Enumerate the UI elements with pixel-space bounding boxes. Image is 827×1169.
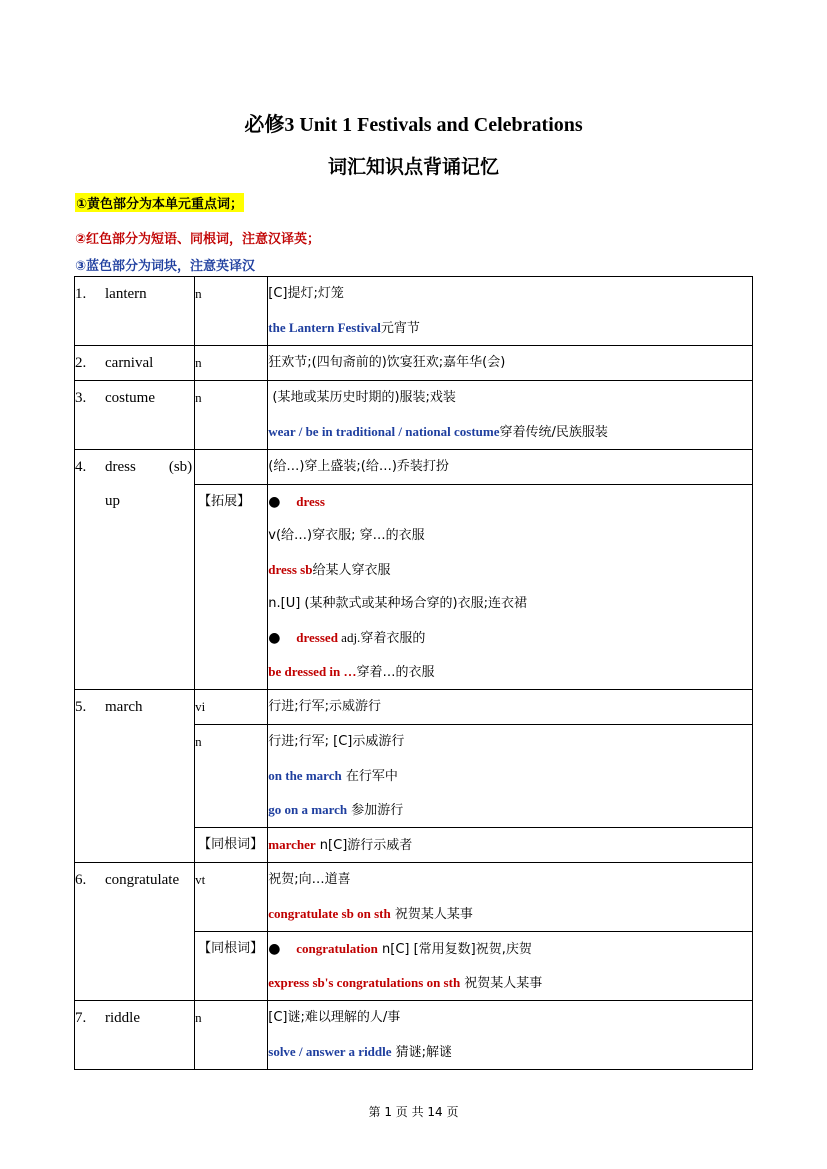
bullet-icon: ● [268,630,281,646]
table-row [75,381,753,450]
entry-phrase-meaning: 在行军中 [341,769,398,784]
entry-pos: n [195,390,202,405]
page-title: 必修3 Unit 1 Festivals and Celebrations [244,114,583,136]
entry-pos: vi [195,699,206,714]
entry-number: 6. [75,872,87,888]
related-word: dressed [296,630,338,645]
related-word: congratulation [296,941,378,956]
related-phrase: be dressed in … [268,664,357,679]
entry-word: march [105,699,143,715]
root-word-tag: 【同根词】 [198,837,264,852]
entry-meaning: [C]提灯;灯笼 [268,286,344,301]
entry-phrase-meaning: 穿着传统/民族服装 [499,425,608,440]
entry-phrase-meaning: 祝贺某人某事 [390,907,473,922]
entry-meaning: 行进;行军; [C]示威游行 [268,734,405,749]
related-phrase-meaning: 祝贺某人某事 [460,976,543,991]
entry-phrase: solve / answer a riddle [268,1044,392,1059]
entry-phrase-meaning: 元宵节 [380,321,420,336]
page-subtitle: 词汇知识点背诵记忆 [327,156,499,178]
table-row [75,690,753,725]
note-yellow: ①黄色部分为本单元重点词； [75,193,244,212]
entry-number: 2. [75,355,87,371]
table-row [75,277,753,346]
entry-number: 5. [75,699,87,715]
vocabulary-table [74,276,753,1070]
entry-meaning: 狂欢节;(四旬斋前的)饮宴狂欢;嘉年华(会) [268,355,506,370]
bullet-icon: ● [268,494,281,510]
note-red: ②红色部分为短语、同根词，注意汉译英； [75,232,321,247]
entry-word: carnival [105,355,154,371]
entry-number: 3. [75,390,87,406]
entry-meaning: (某地或某历史时期的)服装;戏装 [268,390,456,405]
entry-number: 1. [75,286,87,302]
note-blue: ③蓝色部分为词块，注意英译汉 [75,259,256,274]
entry-phrase: congratulate sb on sth [268,906,391,921]
table-row [75,450,753,485]
entry-word: lantern [105,286,147,302]
root-word-tag: 【同根词】 [198,941,264,956]
table-row [75,346,753,381]
page-footer: 第 1 页 共 14 页 [368,1105,459,1119]
entry-pos: n [195,286,202,301]
entry-phrase: go on a march [268,802,348,817]
entry-word: dress [105,459,136,475]
entry-phrase: the Lantern Festival [268,320,381,335]
related-phrase-meaning: 给某人穿衣服 [312,563,391,578]
entry-pos: n [195,734,202,749]
entry-word: riddle [105,1010,140,1026]
related-meaning: v(给…)穿衣服; 穿…的衣服 [268,528,425,543]
entry-number: 4. [75,459,87,475]
entry-phrase: wear / be in traditional / national costume [268,424,500,439]
related-meaning: 穿着衣服的 [360,631,426,646]
table-row [75,863,753,932]
related-meaning: n[C] [常用复数]祝贺,庆贺 [377,942,532,957]
table-row [75,1001,753,1070]
entry-word: costume [105,390,155,406]
extension-tag: 【拓展】 [198,494,251,509]
related-phrase: express sb's congratulations on sth [268,975,461,990]
entry-phrase: on the march [268,768,342,783]
related-word: marcher [268,837,316,852]
entry-phrase-meaning: 参加游行 [347,803,404,818]
entry-pos: n [195,355,202,370]
entry-pos: n [195,1010,202,1025]
related-meaning: n.[U] (某种款式或某种场合穿的)衣服;连衣裙 [268,596,527,611]
entry-word-part: (sb) [168,459,193,475]
entry-meaning: (给…)穿上盛装;(给…)乔装打扮 [268,459,449,474]
related-phrase: dress sb [268,562,313,577]
entry-meaning: 祝贺;向…道喜 [268,872,351,887]
related-word: dress [296,494,325,509]
entry-word-part: up [105,493,120,509]
related-meaning: n[C]游行示威者 [315,838,413,853]
bullet-icon: ● [268,941,281,957]
related-pos: adj. [337,630,361,645]
entry-number: 7. [75,1010,87,1026]
entry-word: congratulate [105,872,180,888]
entry-pos: vt [195,872,206,887]
entry-meaning: 行进;行军;示威游行 [268,699,382,714]
entry-meaning: [C]谜;难以理解的人/事 [268,1010,401,1025]
entry-phrase-meaning: 猜谜;解谜 [391,1045,453,1060]
related-phrase-meaning: 穿着…的衣服 [356,665,435,680]
